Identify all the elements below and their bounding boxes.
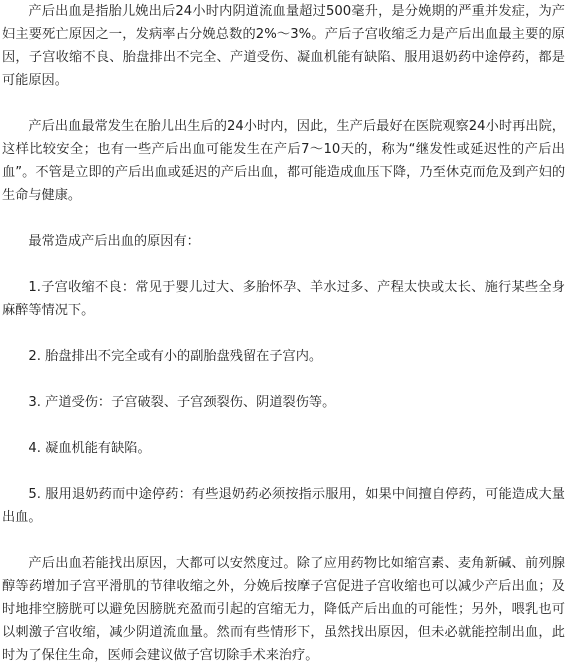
paragraph-treatment: 产后出血若能找出原因，大都可以安然度过。除了应用药物比如缩宫素、麦角新碱、前列腺醇等药增加子宫平滑肌的节律收缩之外，分娩后按摩子宫促进子宫收缩也可以减少产后出血；及时地排空膀胱可以避免因膀胱充盈而引起的宫缩无力，降低产后出血的可能性；另外，喂乳也可以刺激子宫收缩，减少阴道流血量。然而有些情形下，虽然找出原因，但未必就能控制出血，此时为了保住生命，医师会建议做子宫切除手术来治疗。: [2, 556, 565, 663]
paragraph-definition: 产后出血是指胎儿娩出后24小时内阴道流血量超过500毫升，是分娩期的严重并发症，为产妇主要死亡原因之一，发病率占分娩总数的2%～3%。产后子宫收缩乏力是产后出血最主要的原因，子宫收缩不良、胎盘排出不完全、产道受伤、凝血机能有缺陷、服用退奶药中途停药，都是可能原因。: [2, 4, 565, 88]
cause-item-4: 4. 凝血机能有缺陷。: [28, 441, 151, 456]
paragraph-spacer: [2, 529, 565, 552]
paragraph-spacer: [2, 322, 565, 345]
paragraph-spacer: [2, 368, 565, 391]
cause-item-5: 5. 服用退奶药而中途停药：有些退奶药必须按指示服用，如果中间擅自停药，可能造成大量出血。: [2, 487, 565, 525]
cause-item-1: 1.子宫收缩不良：常见于婴儿过大、多胎怀孕、羊水过多、产程太快或太长、施行某些全身麻醉等情况下。: [2, 280, 565, 318]
cause-item-2: 2. 胎盘排出不完全或有小的副胎盘残留在子宫内。: [28, 349, 323, 364]
cause-item-3: 3. 产道受伤：子宫破裂、子宫颈裂伤、阴道裂伤等。: [28, 395, 336, 410]
paragraph-spacer: [2, 414, 565, 437]
causes-heading: 最常造成产后出血的原因有：: [28, 234, 200, 249]
paragraph-spacer: [2, 253, 565, 276]
paragraph-spacer: [2, 460, 565, 483]
paragraph-timing: 产后出血最常发生在胎儿出生后的24小时内，因此，生产后最好在医院观察24小时再出院，这样比较安全；也有一些产后出血可能发生在产后7～10天的，称为“继发性或延迟性的产后出血”。不管是立即的产后出血或延迟的产后出血，都可能造成血压下降，乃至休克而危及到产妇的生命与健康。: [2, 119, 565, 203]
paragraph-spacer: [2, 92, 565, 115]
paragraph-spacer: [2, 207, 565, 230]
